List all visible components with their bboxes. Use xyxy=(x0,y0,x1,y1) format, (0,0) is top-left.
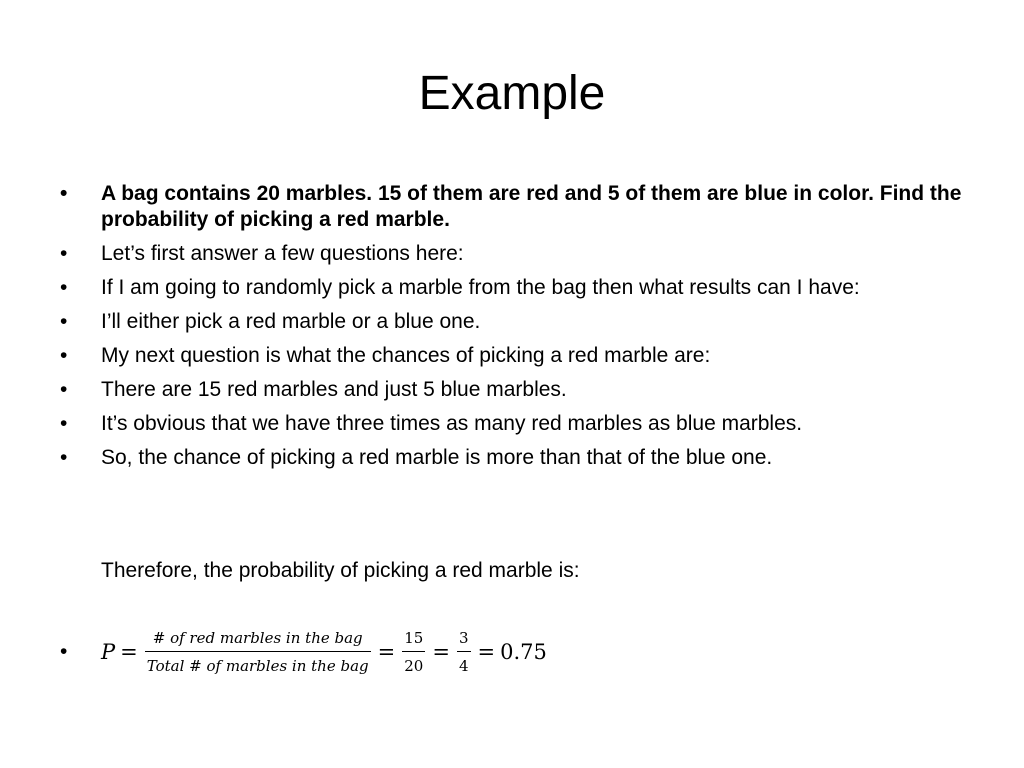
equals-sign: = xyxy=(377,640,396,664)
formula-result: 0.75 xyxy=(500,640,547,664)
fraction-values xyxy=(402,628,425,677)
fraction-counts xyxy=(145,628,371,677)
formula-lhs: P xyxy=(101,640,116,664)
bullet-text: My next question is what the chances of picking a red marble are: xyxy=(101,344,711,367)
bullet-dot-icon: • xyxy=(60,310,68,333)
fraction-bar xyxy=(457,651,471,653)
conclusion-text: Therefore, the probability of picking a red marble is: xyxy=(101,559,580,582)
bullet-item xyxy=(60,411,980,437)
fraction-denominator: Total # of marbles in the bag xyxy=(146,657,369,676)
bullet-dot-icon: • xyxy=(60,378,68,401)
bullet-item xyxy=(60,343,980,369)
bullet-list xyxy=(60,181,980,479)
fraction-bar xyxy=(145,651,371,653)
bullet-text: I’ll either pick a red marble or a blue one. xyxy=(101,310,481,333)
fraction-numerator: 15 xyxy=(404,628,424,647)
bullet-dot-icon: • xyxy=(60,412,68,435)
bullet-item xyxy=(60,241,980,267)
fraction-simplified xyxy=(457,628,471,677)
bullet-text: If I am going to randomly pick a marble from the bag then what results can I have: xyxy=(101,276,860,299)
bullet-item xyxy=(60,445,980,471)
fraction-numerator: 3 xyxy=(458,628,469,647)
bullet-item-problem xyxy=(60,181,980,233)
bullet-item xyxy=(60,377,980,403)
bullet-text: There are 15 red marbles and just 5 blue marbles. xyxy=(101,378,567,401)
bullet-text: So, the chance of picking a red marble is more than that of the blue one. xyxy=(101,446,773,469)
fraction-numerator: # of red marbles in the bag xyxy=(152,628,363,647)
equals-sign: = xyxy=(477,640,496,664)
bullet-item xyxy=(60,309,980,335)
fraction-denominator: 4 xyxy=(458,657,469,676)
bullet-dot-icon: • xyxy=(60,242,68,265)
formula-bullet xyxy=(60,622,547,682)
probability-formula xyxy=(101,628,547,677)
bullet-dot-icon: • xyxy=(60,344,68,367)
equals-sign: = xyxy=(120,640,138,664)
fraction-denominator: 20 xyxy=(404,657,424,676)
equals-sign: = xyxy=(432,640,450,664)
bullet-text: Let’s first answer a few questions here: xyxy=(101,242,464,265)
bullet-dot-icon: • xyxy=(60,182,68,205)
bullet-text: A bag contains 20 marbles. 15 of them are red and 5 of them are blue in color. Find the probability of picking a red marble. xyxy=(101,182,962,231)
bullet-dot-icon: • xyxy=(60,276,68,299)
bullet-item xyxy=(60,275,980,301)
bullet-text: It’s obvious that we have three times as many red marbles as blue marbles. xyxy=(101,412,803,435)
bullet-dot-icon: • xyxy=(60,640,68,663)
bullet-dot-icon: • xyxy=(60,446,68,469)
slide-title: Example xyxy=(418,67,606,120)
fraction-bar xyxy=(402,651,425,653)
